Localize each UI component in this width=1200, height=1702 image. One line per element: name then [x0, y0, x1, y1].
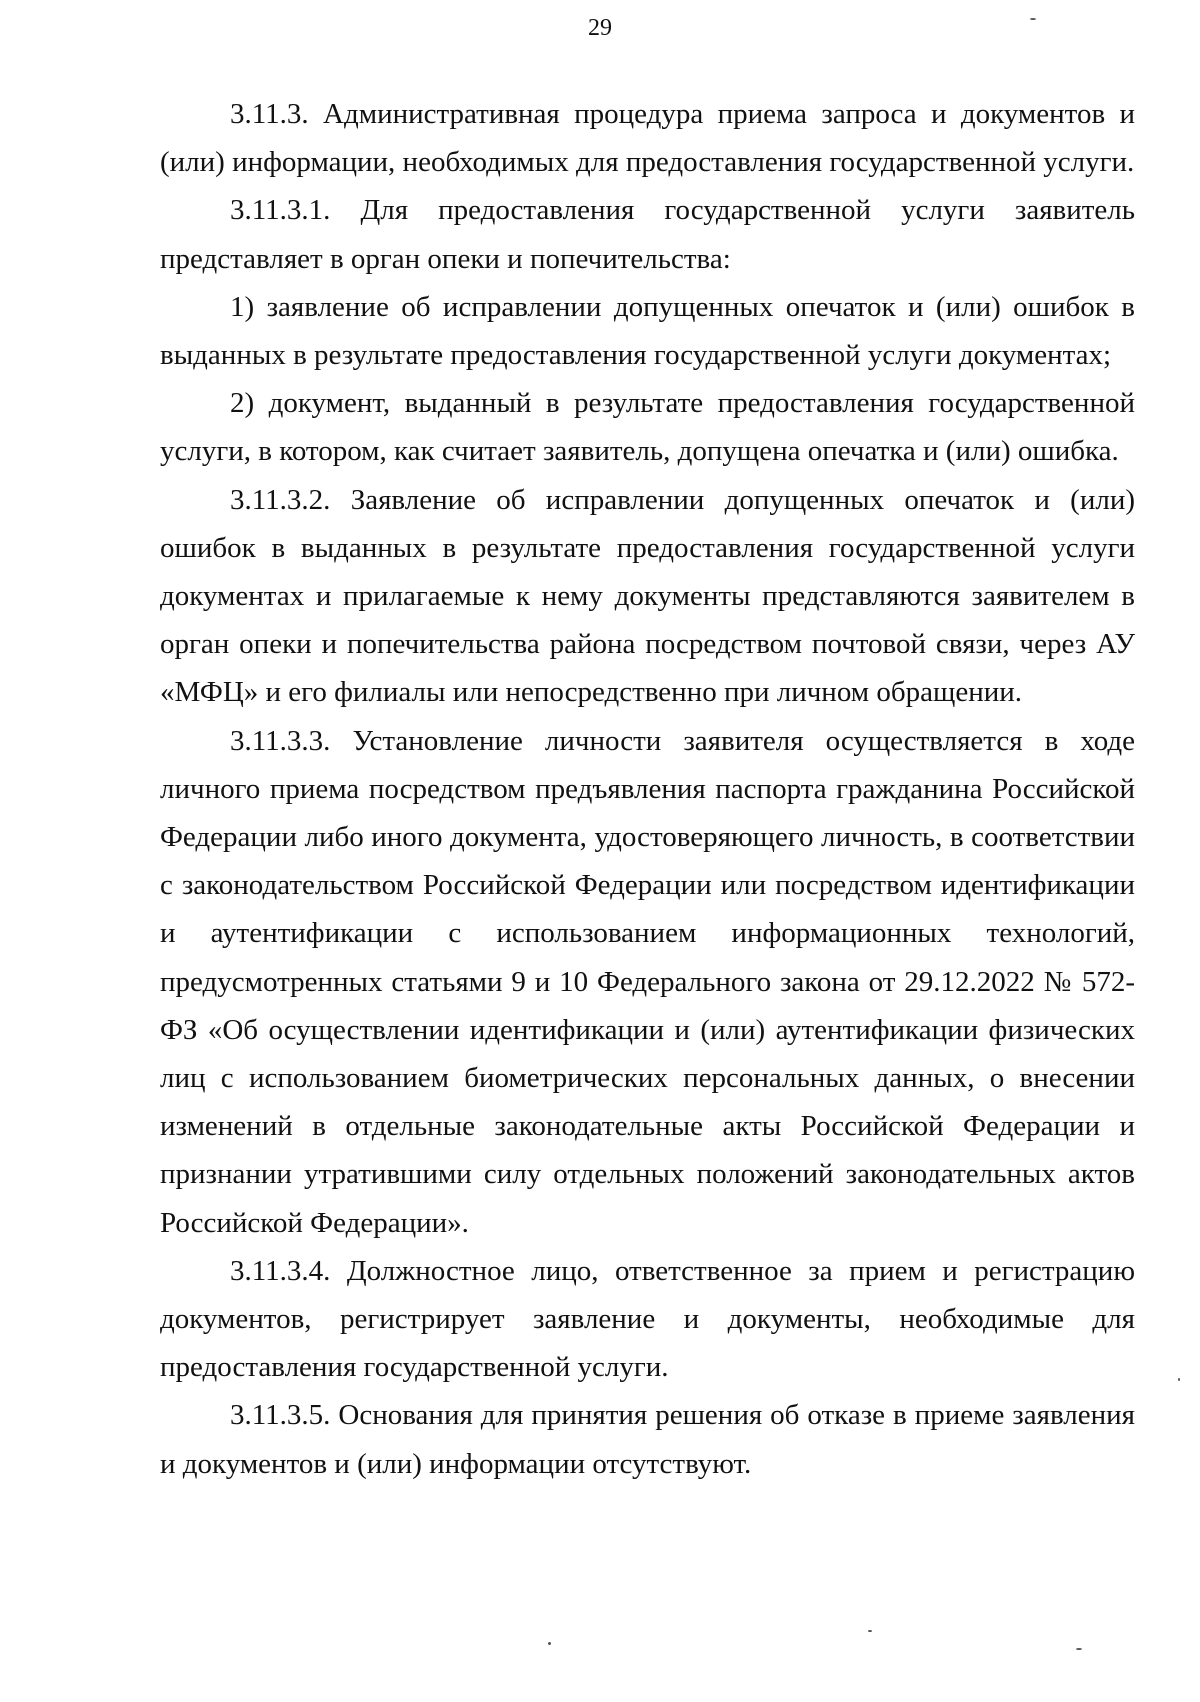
- scan-speck: [868, 1630, 872, 1632]
- page-number: 29: [588, 15, 612, 41]
- scan-speck: [1076, 1648, 1082, 1650]
- scan-speck: [1030, 18, 1036, 20]
- paragraph-3-11-3: 3.11.3. Административная процедура приема запроса и документов и (или) информации, необходимых для предоставления государственной услуги.: [160, 98, 1135, 179]
- paragraph-3-11-3-3: 3.11.3.3. Установление личности заявителя осуществляется в ходе личного приема посредством предъявления паспорта гражданина Российской Федерации либо иного документа, удостоверяющего личность, в соответствии с законодательством Российской Федерации или посредством идентификации и аутентификации с использованием информационных технологий, предусмотренных статьями 9 и 10 Федерального закона от 29.12.2022 № 572-ФЗ «Об осуществлении идентификации и (или) аутентификации физических лиц с использованием биометрических персональных данных, о внесении изменений в отдельные законодательные акты Российской Федерации и признании утратившими силу отдельных положений законодательных актов Российской Федерации».: [160, 724, 1135, 1239]
- paragraph-3-11-3-4: 3.11.3.4. Должностное лицо, ответственное за прием и регистрацию документов, регистрирует заявление и документы, необходимые для предоставления государственной услуги.: [160, 1254, 1135, 1384]
- scan-speck: [1178, 1378, 1180, 1381]
- list-item-1: 1) заявление об исправлении допущенных опечаток и (или) ошибок в выданных в результате предоставления государственной услуги документах;: [160, 290, 1135, 372]
- paragraph-3-11-3-5: 3.11.3.5. Основания для принятия решения об отказе в приеме заявления и документов и (или) информации отсутствуют.: [160, 1399, 1135, 1480]
- scan-speck: [548, 1642, 551, 1645]
- paragraph-3-11-3-2: 3.11.3.2. Заявление об исправлении допущенных опечаток и (или) ошибок в выданных в результате предоставления государственной услуги документах и прилагаемые к нему документы представляются заявителем в орган опеки и попечительства района посредством почтовой связи, через АУ «МФЦ» и его филиалы или непосредственно при личном обращении.: [160, 483, 1135, 709]
- list-item-2: 2) документ, выданный в результате предоставления государственной услуги, в котором, как считает заявитель, допущена опечатка и (или) ошибка.: [160, 387, 1135, 468]
- document-body: [160, 90, 1135, 1488]
- paragraph-3-11-3-1: 3.11.3.1. Для предоставления государственной услуги заявитель представляет в орган опеки и попечительства:: [160, 194, 1135, 275]
